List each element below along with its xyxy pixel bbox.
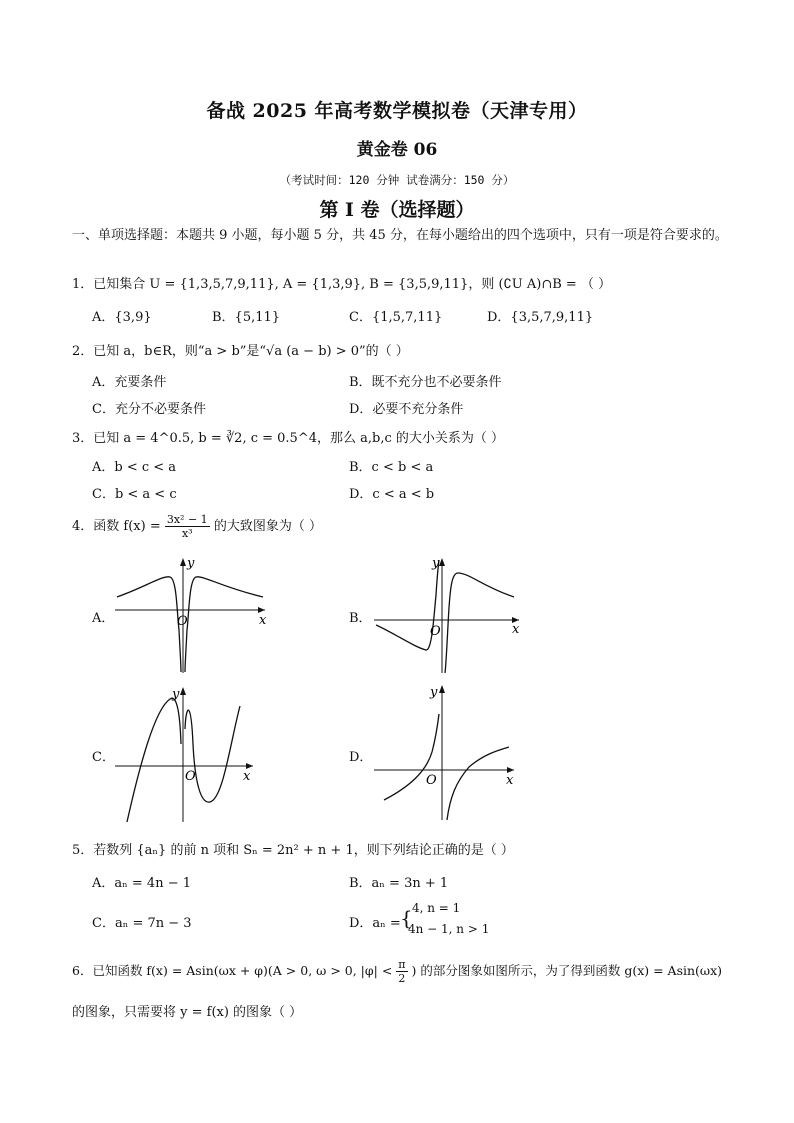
q4-graph-b bbox=[374, 555, 524, 673]
graph-b-y-arrow bbox=[439, 558, 445, 566]
q4-graph-c bbox=[115, 684, 260, 824]
q1-option-a: A．{3,9} bbox=[92, 310, 152, 325]
q4-option-a: A． bbox=[92, 611, 115, 626]
q1-option-c: C．{1,5,7,11} bbox=[349, 310, 443, 325]
q5-brace: { bbox=[400, 906, 413, 930]
exam-title: 备战 2025 年高考数学模拟卷（天津专用） bbox=[206, 100, 588, 122]
q4-stem-post: 的大致图象为（ ） bbox=[213, 519, 322, 534]
graph-c-y-arrow bbox=[180, 687, 186, 695]
q4-option-b: B． bbox=[349, 611, 372, 626]
q6-stem bbox=[72, 958, 722, 985]
graph-d-x-label: x bbox=[506, 773, 514, 788]
q5-option-d: D．aₙ = bbox=[349, 916, 401, 931]
graph-b-curve-right bbox=[445, 573, 514, 673]
q4-graph-d bbox=[374, 682, 519, 822]
graph-a-curve-right bbox=[185, 577, 263, 672]
q4-option-d: D． bbox=[349, 750, 373, 765]
graph-a-y-arrow bbox=[180, 558, 186, 566]
q6-stem-post: ) 的部分图象如图所示，为了得到函数 g(x) = Asin(ωx) bbox=[411, 963, 723, 978]
q4-option-c: C． bbox=[92, 750, 115, 765]
q4-frac-den: x³ bbox=[181, 527, 193, 540]
q6-stem-pre: 6．已知函数 f(x) = Asin(ωx + φ)(A > 0, ω > 0, |φ| < bbox=[72, 963, 393, 978]
exam-subtitle: 黄金卷 06 bbox=[356, 140, 438, 160]
q5-option-b: B．aₙ = 3n + 1 bbox=[349, 876, 449, 891]
graph-d-y-arrow bbox=[439, 685, 445, 693]
q3-option-b: B．c < b < a bbox=[349, 460, 434, 475]
graph-d-curve-right bbox=[447, 747, 509, 820]
q1-option-b: B．{5,11} bbox=[212, 310, 281, 325]
q4-frac-num: 3x² − 1 bbox=[166, 513, 208, 526]
graph-b-origin: O bbox=[430, 624, 441, 639]
q6-frac-den: 2 bbox=[398, 972, 406, 985]
graph-c-origin: O bbox=[185, 769, 196, 784]
q6-frac-num: π bbox=[398, 958, 406, 971]
graph-d-origin: O bbox=[426, 773, 437, 788]
q4-stem bbox=[72, 513, 322, 540]
q6-stem-line2: 的图象，只需要将 y = f(x) 的图象（ ） bbox=[72, 1005, 303, 1020]
graph-a-curve-left bbox=[117, 577, 181, 672]
exam-info: （考试时间：120 分钟 试卷满分：150 分） bbox=[279, 173, 515, 187]
q4-graph-a bbox=[115, 555, 270, 673]
graph-c-y-label: y bbox=[172, 687, 180, 702]
q2-option-a: A．充要条件 bbox=[92, 375, 167, 390]
q5-optd-case1: 4, n = 1 bbox=[412, 901, 461, 915]
q6-fraction bbox=[396, 958, 407, 985]
graph-b-y-label: y bbox=[432, 556, 440, 571]
part-heading: 第 I 卷（选择题） bbox=[319, 199, 475, 221]
q1-stem: 1．已知集合 U = {1,3,5,7,9,11}, A = {1,3,9}, B = {3,5,9,11}，则 (∁U A)∩B = （ ） bbox=[72, 277, 612, 292]
graph-a-y-label: y bbox=[187, 556, 195, 571]
q4-stem-pre: 4．函数 f(x) = bbox=[72, 519, 161, 534]
q5-option-c: C．aₙ = 7n − 3 bbox=[92, 916, 192, 931]
q3-option-c: C．b < a < c bbox=[92, 487, 177, 502]
section-heading: 一、单项选择题：本题共 9 小题，每小题 5 分，共 45 分，在每小题给出的四个选项中，只有一项是符合要求的。 bbox=[72, 228, 728, 243]
graph-b-x-label: x bbox=[512, 622, 520, 637]
graph-a-origin: O bbox=[177, 614, 188, 629]
q2-option-b: B．既不充分也不必要条件 bbox=[349, 375, 502, 390]
graph-c-x-label: x bbox=[243, 769, 251, 784]
q5-stem: 5．若数列 {aₙ} 的前 n 项和 Sₙ = 2n² + n + 1，则下列结论正确的是（ ） bbox=[72, 843, 514, 858]
q2-stem: 2．已知 a，b∈R，则“a > b”是“√a (a − b) > 0”的（ ） bbox=[72, 344, 409, 359]
graph-c-curve-left bbox=[127, 698, 181, 822]
q1-option-d: D．{3,5,7,9,11} bbox=[487, 310, 594, 325]
graph-a-x-label: x bbox=[259, 613, 267, 628]
q5-optd-case2: 4n − 1, n > 1 bbox=[408, 922, 490, 936]
q4-fraction bbox=[165, 513, 210, 540]
q3-option-d: D．c < a < b bbox=[349, 487, 435, 502]
q2-option-c: C．充分不必要条件 bbox=[92, 402, 206, 417]
q3-option-a: A．b < c < a bbox=[92, 460, 177, 475]
q3-stem: 3．已知 a = 4^0.5, b = ∛2, c = 0.5^4，那么 a,b,c 的大小关系为（ ） bbox=[72, 431, 505, 446]
q5-option-a: A．aₙ = 4n − 1 bbox=[92, 876, 191, 891]
graph-c-curve-right bbox=[185, 706, 240, 802]
q2-option-d: D．必要不充分条件 bbox=[349, 402, 464, 417]
graph-d-y-label: y bbox=[430, 685, 438, 700]
